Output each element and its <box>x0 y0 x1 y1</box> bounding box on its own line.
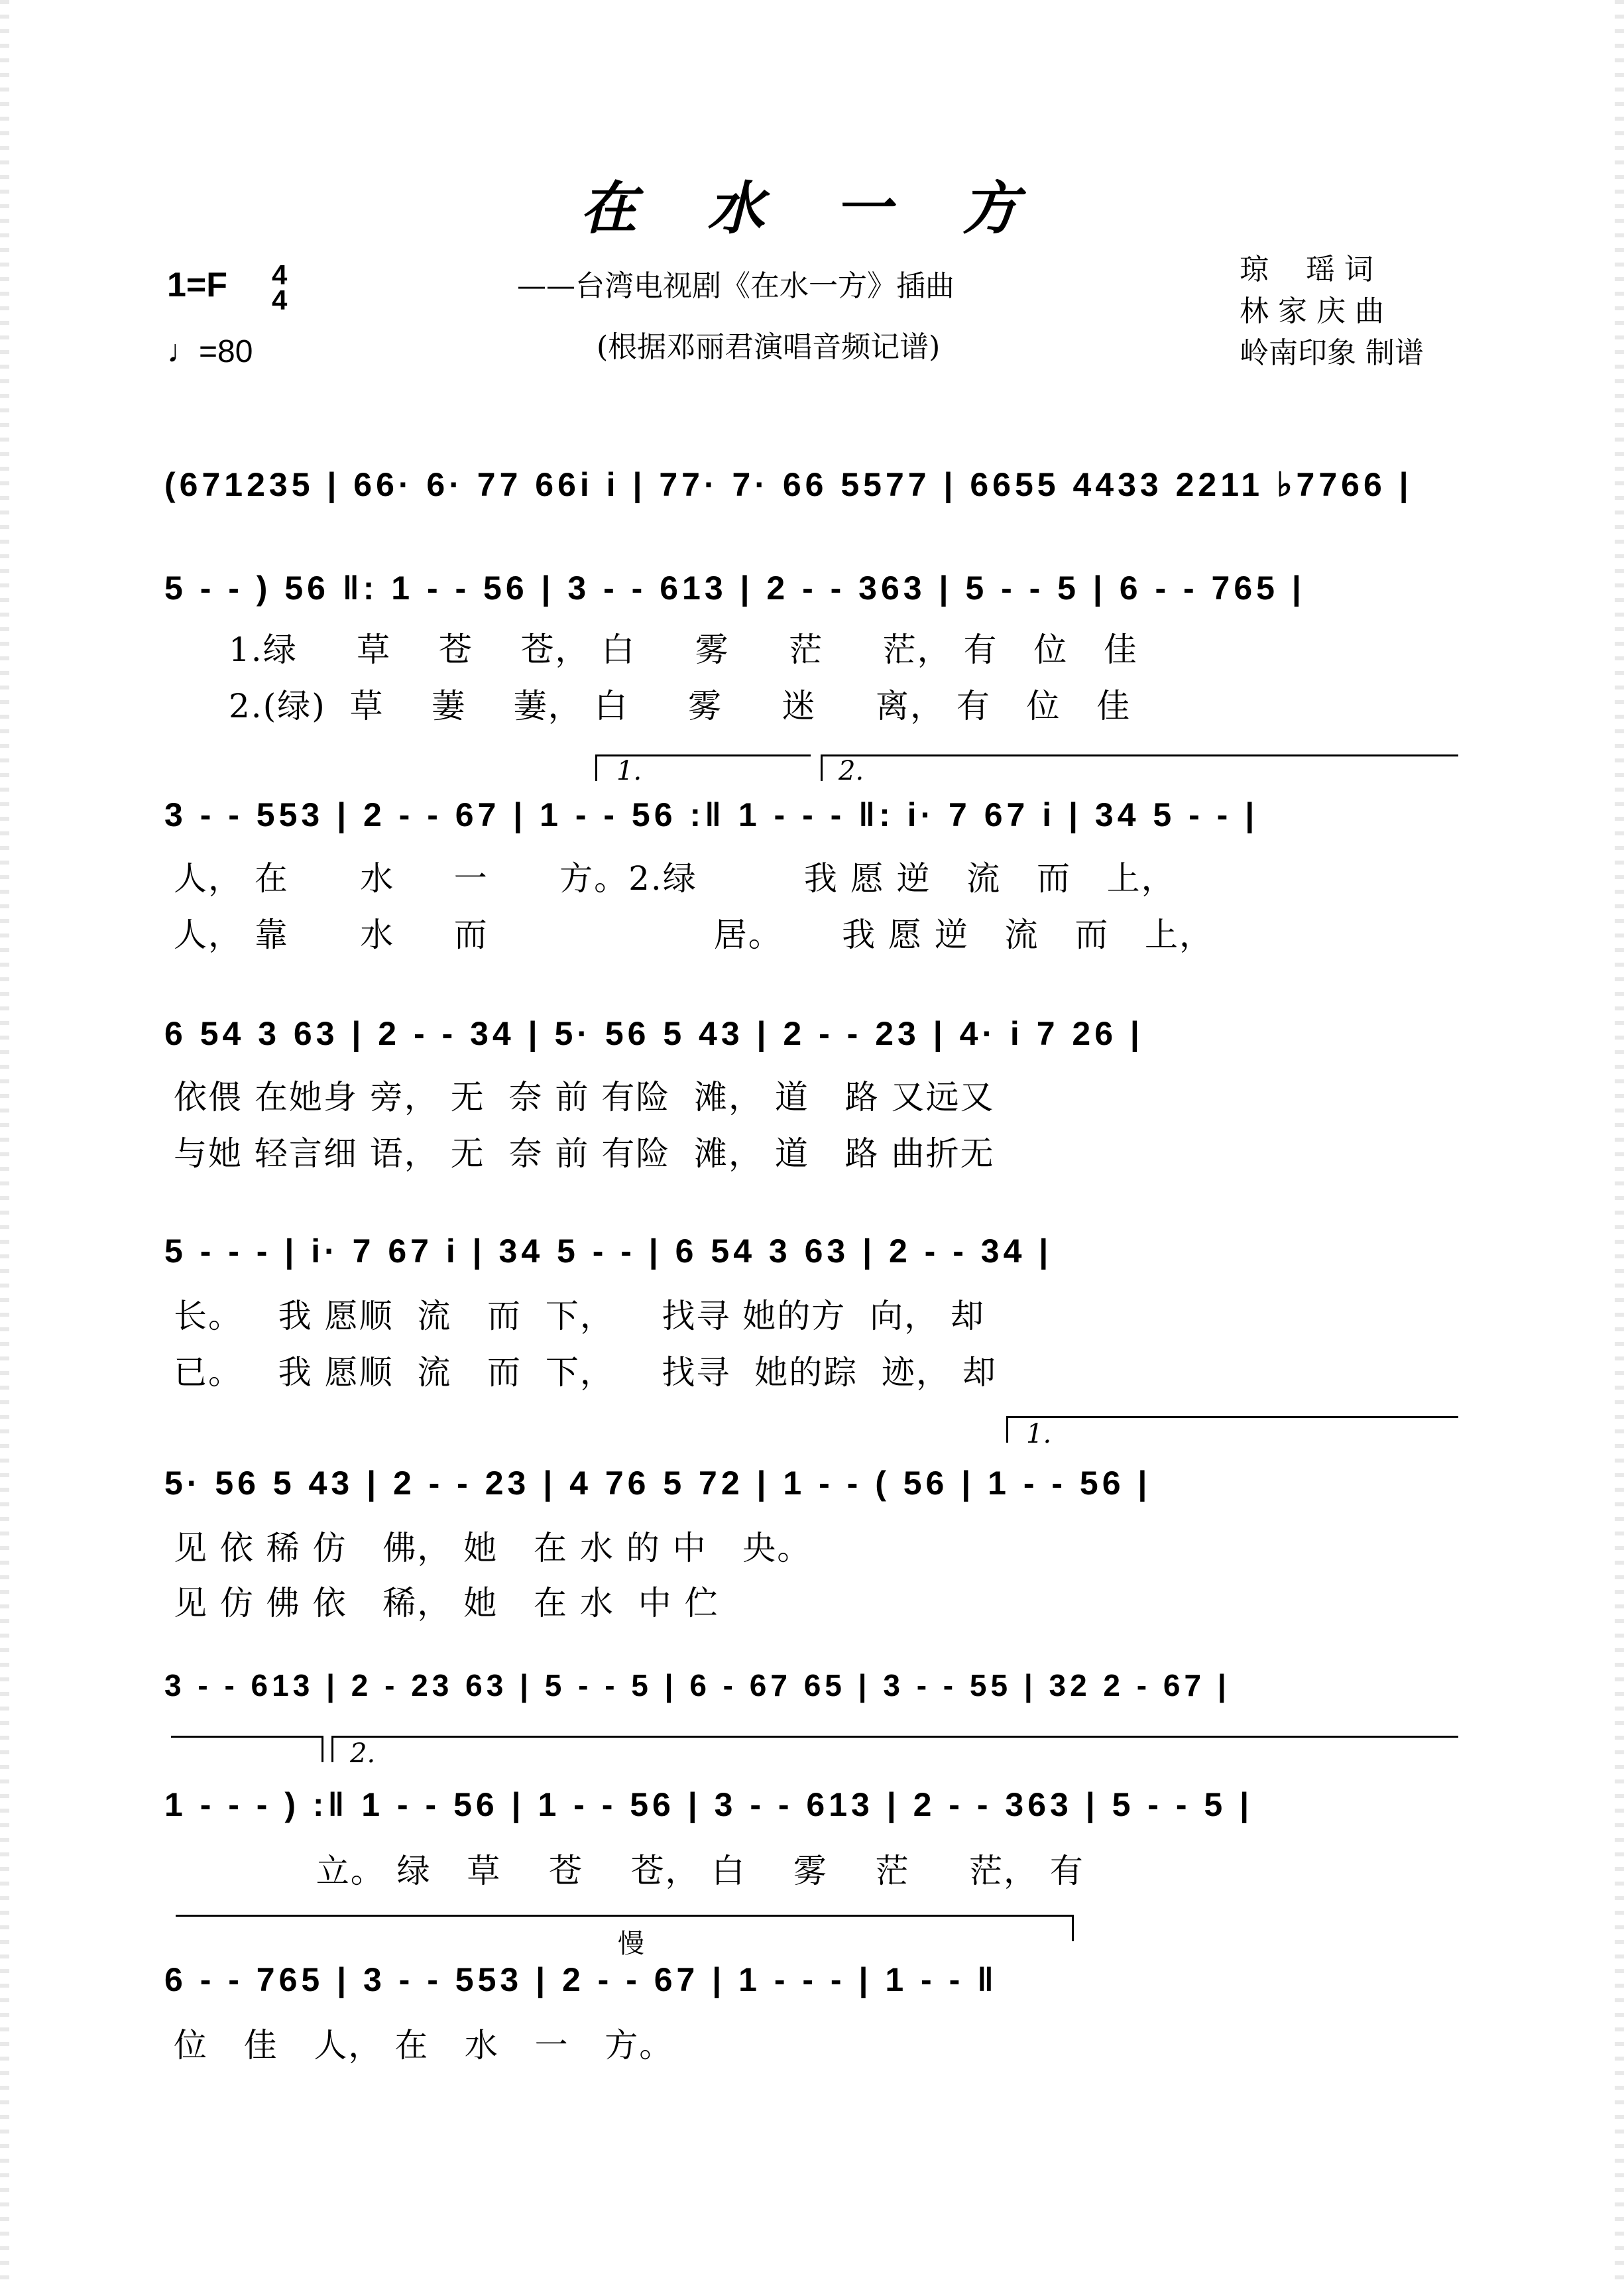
lyric-line-2-verse-2: 2.(绿) 草 萋 萋， 白 雾 迷 离， 有 位 佳 <box>229 687 1131 725</box>
second-ending-continuation-end <box>1072 1915 1074 1941</box>
arranger-credit: 岭南印象 制谱 <box>1240 336 1424 370</box>
composer-credit: 林 家 庆 曲 <box>1240 294 1384 328</box>
second-ending-label: 2. <box>839 756 864 786</box>
transcription-note: (根据邓丽君演唱音频记谱) <box>597 330 941 364</box>
notation-line-6: 5· 56 5 43 | 2 - - 23 | 4 76 5 72 | 1 - - ( 56 | 1 - - 56 | <box>164 1465 1151 1502</box>
notation-line-5: 5 - - - | i· 7 67 i | 34 5 - - | 6 54 3 63 | 2 - - 34 | <box>164 1232 1053 1270</box>
first-ending-bracket-left <box>595 754 597 781</box>
lyric-line-8: 立。 绿 草 苍 苍， 白 雾 茫 茫， 有 <box>174 1852 1084 1890</box>
notation-line-9: 6 - - 765 | 3 - - 553 | 2 - - 67 | 1 - - - | 1 - - ‖ <box>164 1961 998 1998</box>
right-border-pattern <box>1615 0 1624 2284</box>
second-ending-bracket-2 <box>331 1736 1458 1738</box>
subtitle: ——台湾电视剧《在水一方》插曲 <box>517 269 955 303</box>
first-ending-label-2: 1. <box>1026 1419 1052 1449</box>
lyricist-credit: 琼 瑶 词 <box>1240 253 1373 286</box>
lyric-line-9: 位 佳 人， 在 水 一 方。 <box>174 2026 674 2065</box>
lyric-line-6-verse-1: 见 依 稀 仿 佛， 她 在 水 的 中 央。 <box>174 1529 812 1567</box>
tempo-mark: ♩=80 <box>167 334 253 369</box>
second-ending-bracket-left <box>821 754 823 781</box>
lyric-line-4-verse-1: 依偎 在她身 旁， 无 奈 前 有险 滩， 道 路 又远又 <box>174 1078 995 1116</box>
notation-line-1: (671235 | 66· 6· 77 66i i | 77· 7· 66 5577 | 6655 4433 2211 ♭7766 | <box>164 466 1413 503</box>
first-ending-continuation <box>171 1736 323 1738</box>
lyric-line-3-verse-2: 人， 靠 水 而 居。 我 愿 逆 流 而 上， <box>174 916 1214 954</box>
notation-line-7: 3 - - 613 | 2 - 23 63 | 5 - - 5 | 6 - 67 65 | 3 - - 55 | 32 2 - 67 | <box>164 1668 1230 1703</box>
lyric-line-5-verse-2: 已。 我 愿顺 流 而 下， 找寻 她的踪 迹， 却 <box>174 1353 997 1392</box>
time-signature <box>272 259 288 316</box>
second-ending-label-2: 2. <box>350 1738 376 1769</box>
first-ending-label: 1. <box>616 756 642 786</box>
second-ending-continuation <box>176 1915 1074 1917</box>
notation-line-4: 6 54 3 63 | 2 - - 34 | 5· 56 5 43 | 2 - - 23 | 4· i 7 26 | <box>164 1015 1143 1052</box>
second-ending-bracket <box>821 754 1458 756</box>
lyric-line-6-verse-2: 见 仿 佛 依 稀， 她 在 水 中 伫 <box>174 1584 719 1622</box>
lyric-line-5-verse-1: 长。 我 愿顺 流 而 下， 找寻 她的方 向， 却 <box>174 1297 985 1335</box>
song-title: 在 水 一 方 <box>580 175 1044 242</box>
first-ending-continuation-end <box>321 1736 323 1762</box>
first-ending-bracket-2 <box>1006 1416 1458 1418</box>
notation-line-8: 1 - - - ) :‖ 1 - - 56 | 1 - - 56 | 3 - - 613 | 2 - - 363 | 5 - - 5 | <box>164 1786 1253 1823</box>
time-signature-bottom: 4 <box>272 284 288 316</box>
time-signature-top: 4 <box>272 259 288 290</box>
notation-line-3: 3 - - 553 | 2 - - 67 | 1 - - 56 :‖ 1 - - - ‖: i· 7 67 i | 34 5 - - | <box>164 796 1259 833</box>
lyric-line-3-verse-1: 人， 在 水 一 方。2.绿 我 愿 逆 流 而 上， <box>174 859 1176 898</box>
second-ending-bracket-2-left <box>331 1736 333 1762</box>
tempo-slow-mark: 慢 <box>618 1929 644 1959</box>
left-border-pattern <box>0 0 9 2284</box>
notation-line-2: 5 - - ) 56 ‖: 1 - - 56 | 3 - - 613 | 2 - - 363 | 5 - - 5 | 6 - - 765 | <box>164 570 1305 607</box>
lyric-line-4-verse-2: 与她 轻言细 语， 无 奈 前 有险 滩， 道 路 曲折无 <box>174 1134 995 1173</box>
lyric-line-2-verse-1: 1.绿 草 苍 苍， 白 雾 茫 茫， 有 位 佳 <box>229 631 1138 669</box>
first-ending-bracket-2-left <box>1006 1416 1008 1443</box>
key-signature: 1=F <box>167 266 228 304</box>
